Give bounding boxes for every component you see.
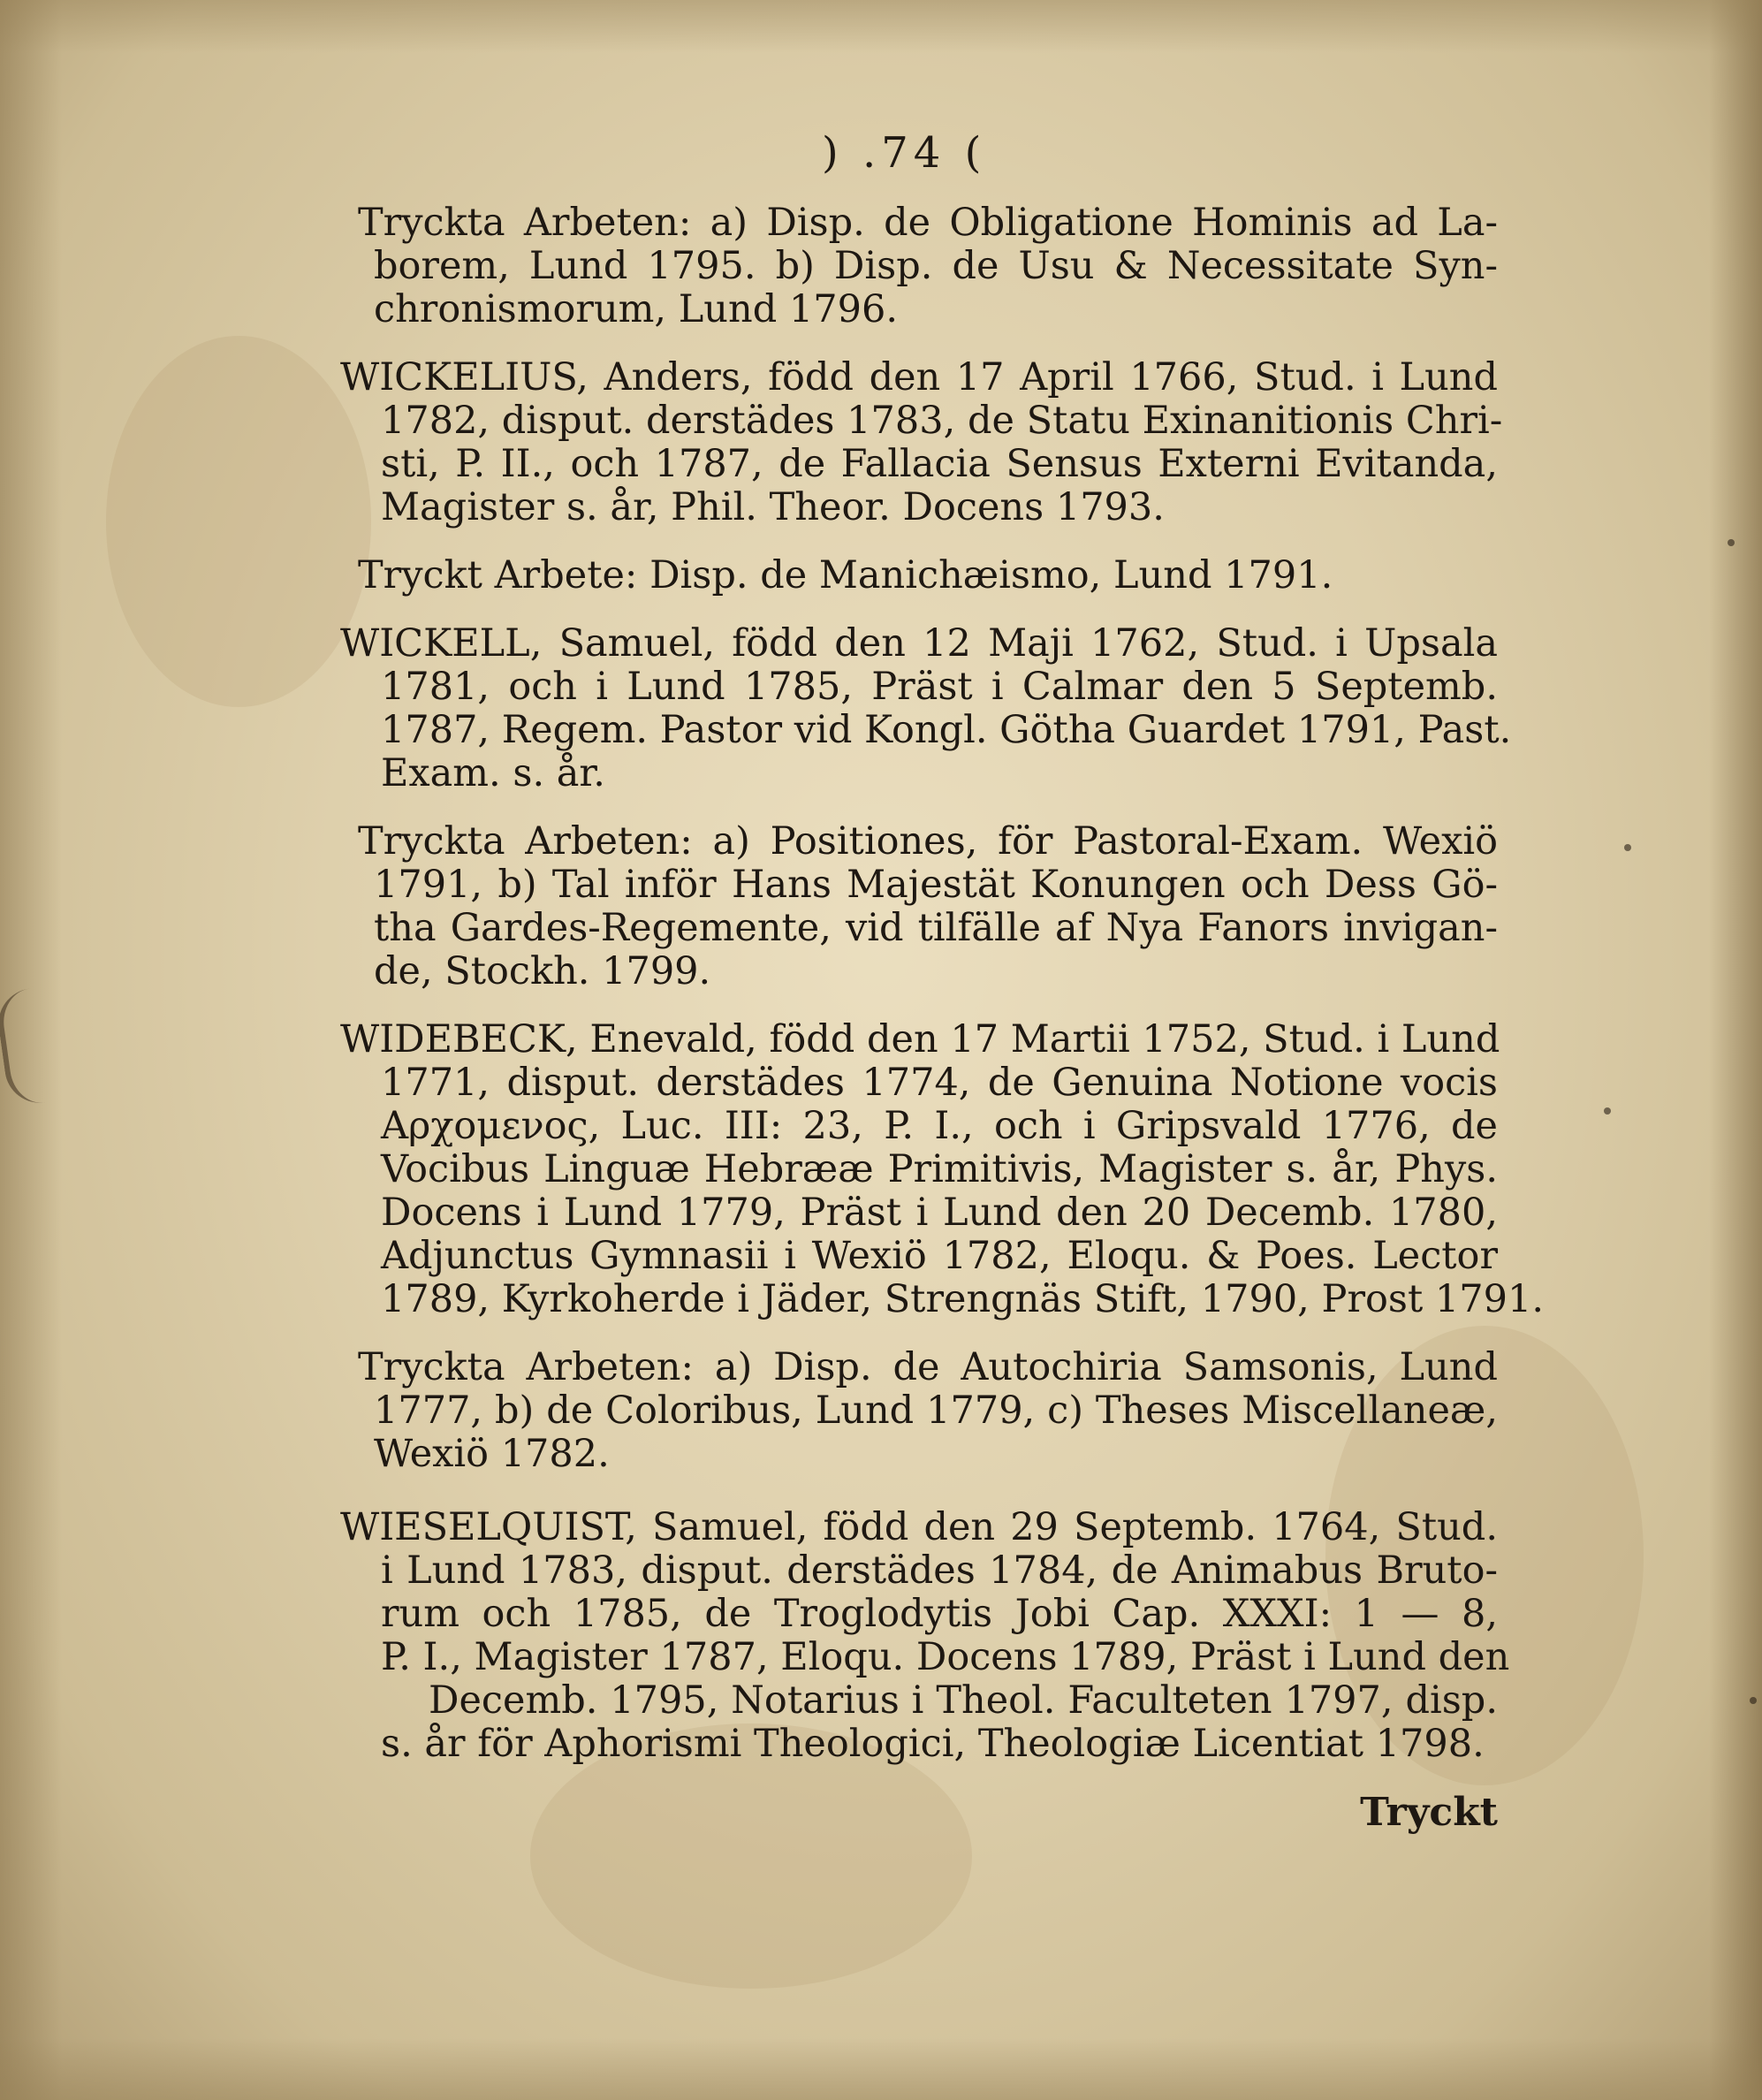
text-line: 1782, disput. derstädes 1783, de Statu Exinanitionis Chri- bbox=[381, 399, 1503, 443]
page-edge-shadow-bottom bbox=[0, 2038, 1762, 2100]
paragraph-entry-wickell bbox=[340, 621, 1512, 795]
text-line: WICKELIUS, Anders, född den 17 April 1766, Stud. i Lund bbox=[340, 355, 1498, 399]
paragraph-entry-wieselquist bbox=[340, 1505, 1510, 1766]
text-line: sti, P. II., och 1787, de Fallacia Sensus Externi Evitanda, bbox=[381, 442, 1498, 486]
text-line: Adjunctus Gymnasii i Wexiö 1782, Eloqu. & Poes. Lector bbox=[381, 1234, 1498, 1278]
paper-stain bbox=[106, 336, 371, 707]
text-line: WICKELL, Samuel, född den 12 Maji 1762, Stud. i Upsala bbox=[340, 621, 1498, 666]
paragraph-works bbox=[340, 820, 1498, 993]
text-line: Tryckta Arbeten: a) Positiones, för Pastoral-Exam. Wexiö bbox=[358, 819, 1498, 864]
text-line: Exam. s. år. bbox=[381, 751, 605, 795]
text-line: Docens i Lund 1779, Präst i Lund den 20 Decemb. 1780, bbox=[381, 1191, 1498, 1235]
ink-speck bbox=[1750, 1697, 1757, 1704]
text-line: Tryckta Arbeten: a) Disp. de Autochiria Samsonis, Lund bbox=[358, 1345, 1498, 1389]
text-line: 1791, b) Tal inför Hans Majestät Konungen och Dess Gö- bbox=[374, 863, 1498, 907]
paragraph-entry-wickelius bbox=[340, 355, 1503, 529]
paragraph-entry-widebeck bbox=[340, 1017, 1545, 1321]
paragraph-works bbox=[340, 1346, 1498, 1476]
page-edge-shadow-right bbox=[1709, 0, 1762, 2100]
text-block bbox=[340, 201, 1545, 1835]
text-line: s. år för Aphorismi Theologici, Theologiæ Licentiat 1798. bbox=[381, 1722, 1485, 1766]
text-line: Tryckta Arbeten: a) Disp. de Obligatione Hominis ad La- bbox=[358, 201, 1498, 245]
text-line: Tryckt Arbete: Disp. de Manichæismo, Lund 1791. bbox=[358, 553, 1333, 597]
text-line: rum och 1785, de Troglodytis Jobi Cap. XXXI: 1 — 8, bbox=[381, 1592, 1498, 1636]
catchword: Tryckt bbox=[1360, 1790, 1498, 1835]
paragraph-works bbox=[340, 202, 1498, 331]
text-line: 1781, och i Lund 1785, Präst i Calmar den 5 Septemb. bbox=[381, 665, 1498, 709]
ink-speck bbox=[1604, 1107, 1611, 1115]
text-line: WIDEBECK, Enevald, född den 17 Martii 1752, Stud. i Lund bbox=[340, 1017, 1500, 1061]
text-line: borem, Lund 1795. b) Disp. de Usu & Necessitate Syn- bbox=[374, 244, 1498, 288]
text-line: P. I., Magister 1787, Eloqu. Docens 1789, Präst i Lund den bbox=[381, 1635, 1510, 1679]
page-edge-shadow-top bbox=[0, 0, 1762, 53]
text-line: Decemb. 1795, Notarius i Theol. Faculteten 1797, disp. bbox=[429, 1678, 1498, 1723]
text-line: tha Gardes-Regemente, vid tilfälle af Nya Fanors invigan- bbox=[374, 906, 1498, 950]
text-line: WIESELQUIST, Samuel, född den 29 Septemb. 1764, Stud. bbox=[340, 1505, 1498, 1549]
text-line: 1771, disput. derstädes 1774, de Genuina Notione vocis bbox=[381, 1061, 1498, 1105]
ink-speck bbox=[1624, 844, 1631, 851]
paragraph-works bbox=[340, 554, 1498, 597]
ink-speck bbox=[1728, 539, 1735, 546]
text-line: Wexiö 1782. bbox=[374, 1432, 610, 1476]
text-line: de, Stockh. 1799. bbox=[374, 949, 711, 993]
text-line: Vocibus Linguæ Hebrææ Primitivis, Magister s. år, Phys. bbox=[381, 1147, 1498, 1191]
text-line: chronismorum, Lund 1796. bbox=[374, 287, 898, 331]
text-line: Αρχομενος, Luc. III: 23, P. I., och i Gripsvald 1776, de bbox=[381, 1104, 1498, 1148]
text-line: 1787, Regem. Pastor vid Kongl. Götha Guardet 1791, Past. bbox=[381, 708, 1512, 752]
text-line: 1789, Kyrkoherde i Jäder, Strengnäs Stift, 1790, Prost 1791. bbox=[381, 1277, 1545, 1321]
page-number: ) .74 ( bbox=[822, 128, 987, 178]
text-line: Magister s. år, Phil. Theor. Docens 1793. bbox=[381, 485, 1165, 529]
text-line: 1777, b) de Coloribus, Lund 1779, c) Theses Miscellaneæ, bbox=[374, 1389, 1498, 1433]
text-line: i Lund 1783, disput. derstädes 1784, de Animabus Bruto- bbox=[381, 1548, 1498, 1593]
